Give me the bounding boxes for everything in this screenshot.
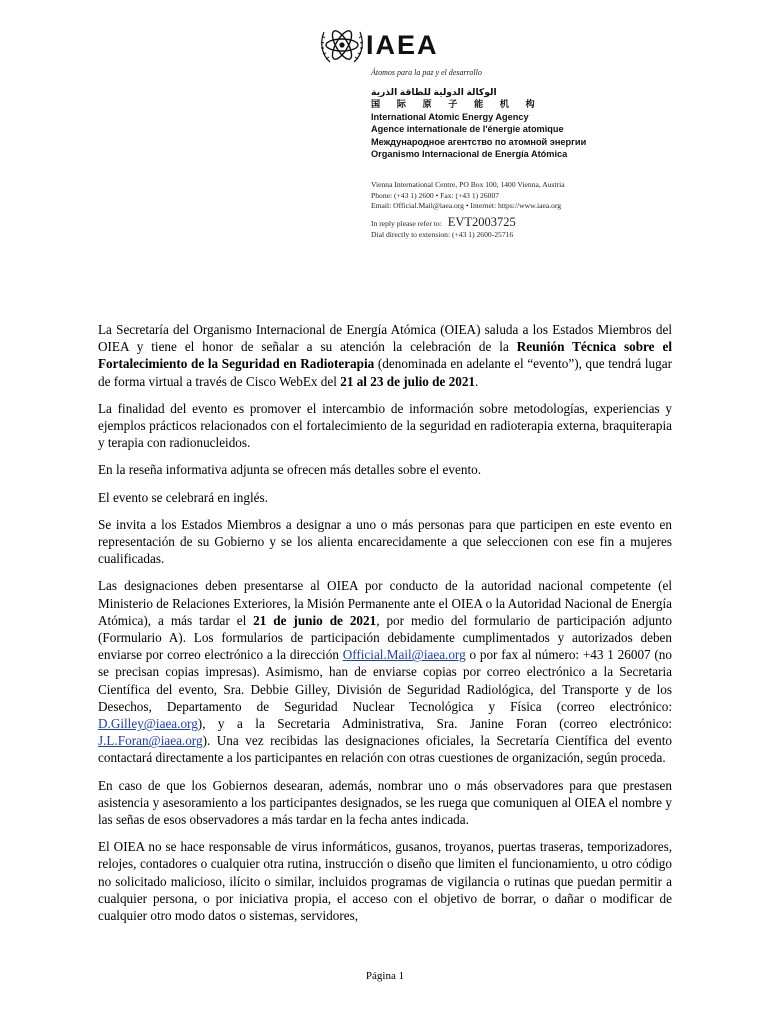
paragraph-intro	[98, 321, 672, 390]
phone-fax-line: Phone: (+43 1) 2600 • Fax: (+43 1) 26007	[371, 190, 500, 200]
agency-name-spanish: Organismo Internacional de Energía Atómica	[371, 149, 568, 160]
agency-name-arabic: الوكالة الدولية للطاقة الذرية	[371, 87, 497, 97]
agency-name-russian: Международное агентство по атомной энергии	[371, 136, 587, 147]
paragraph-language: El evento se celebrará en inglés.	[98, 489, 268, 505]
reply-label: In reply please refer to:	[371, 219, 442, 228]
logo-wordmark: IAEA	[366, 30, 439, 60]
paragraph-invitation: Se invita a los Estados Miembros a designar a uno o más personas para que participen en este evento en representación de su Gobierno y se los alienta encarecidamente a que seleccionen con ese fin a mujeres cualificadas.	[98, 516, 672, 567]
paragraph-disclaimer: El OIEA no se hace responsable de virus informáticos, gusanos, troyanos, puertas traseras, temporizadores, relojes, contadores o cualquier otra rutina, instrucción o diseño que limiten el funcionamiento, u otro código no solicitado malicioso, ilícito o similar, incluidos programas de vigilancia o rutinas que puedan permitir a cualquier persona, o por iniciativa propia, el acceso con el objetivo de borrar, o dañar o modificar de cualquier otro modo datos o sistemas, servidores,	[98, 839, 672, 924]
text-run: .	[475, 373, 479, 389]
iaea-atom-logo-icon	[318, 22, 366, 68]
text-run: ). Una vez recibidas las designaciones oficiales, la Secretaría Científica del evento contactará directamente a los participantes en relación con otras cuestiones de organización, según proceda.	[98, 733, 672, 766]
event-dates: 21 al 23 de julio de 2021	[340, 373, 476, 389]
agency-name-english: International Atomic Energy Agency	[371, 111, 529, 122]
text-run: Las designaciones deben presentarse al OIEA por conducto de la autoridad nacional competente (el Ministerio de Relaciones Exteriores, la Misión Permanente ante el OIEA o la Autoridad Nacional de Energía Atómica), a más tardar el	[98, 578, 672, 628]
dial-extension-line: Dial directly to extension: (+43 1) 2600-25716	[371, 230, 514, 239]
deadline-date: 21 de junio de 2021	[253, 612, 377, 628]
meeting-title: Reunión Técnica sobre el Fortalecimiento de la Seguridad en Radioterapia	[98, 339, 672, 372]
reply-line	[371, 217, 516, 229]
letter-body	[98, 321, 672, 934]
paragraph-details: En la reseña informativa adjunta se ofrecen más detalles sobre el evento.	[98, 462, 482, 478]
letterhead	[0, 0, 770, 260]
email-internet-line: Email: Official.Mail@iaea.org • Internet: https://www.iaea.org	[371, 201, 562, 211]
text-run: o por fax al número: +43 1 26007 (no se precisan copias impresas). Asimismo, han de enviarse copias por correo electrónico a la Secretaria Científica del evento, Sra. Debbie Gilley, División de Seguridad Radiológica, del Transporte y de los Desechos, Departamento de Seguridad Nuclear Tecnológica y Física (correo electrónico:	[98, 647, 672, 714]
agency-names	[371, 86, 586, 160]
paragraph-designations	[98, 577, 672, 766]
page-number: Página 1	[365, 970, 405, 982]
agency-name-chinese: 国 际 原 子 能 机 构	[371, 99, 542, 110]
text-run: ), y a la Secretaria Administrativa, Sra. Janine Foran (correo electrónico:	[197, 716, 672, 732]
text-run: La Secretaría del Organismo Internacional de Energía Atómica (OIEA) saluda a los Estados Miembros del OIEA y tiene el honor de señalar a su atención la celebración de la	[98, 322, 672, 355]
paragraph-purpose: La finalidad del evento es promover el intercambio de información sobre metodologías, experiencias y ejemplos prácticos relacionados con el fortalecimiento de la seguridad en radioterapia externa, braquiterapia y terapia con radionucleidos.	[98, 400, 672, 451]
agency-name-french: Agence internationale de l'énergie atomique	[371, 124, 564, 135]
tagline: Átomos para la paz y el desarrollo	[371, 68, 482, 77]
official-mail-link[interactable]: Official.Mail@iaea.org	[342, 647, 466, 663]
paragraph-observers: En caso de que los Gobiernos desearan, además, nombrar uno o más observadores para que prestasen asistencia y asesoramiento a los participantes designados, se les ruega que comuniquen al OIEA el nombre y las señas de esos observadores a más tardar en la fecha antes indicada.	[98, 777, 672, 828]
address-line: Vienna International Centre, PO Box 100, 1400 Vienna, Austria	[371, 180, 565, 189]
gilley-email-link[interactable]: D.Gilley@iaea.org	[98, 716, 198, 732]
foran-email-link[interactable]: J.L.Foran@iaea.org	[98, 733, 203, 749]
text-run: , por medio del formulario de participación adjunto (Formulario A). Los formularios de participación debidamente cumplimentados y autorizados deben enviarse por correo electrónico a la dirección	[98, 612, 672, 663]
contact-block	[371, 180, 565, 212]
reply-block	[371, 217, 516, 240]
text-run: (denominada en adelante el “evento”), que tendrá lugar de forma virtual a través de Cisco WebEx del	[98, 356, 672, 389]
reference-number: EVT2003725	[447, 215, 516, 229]
